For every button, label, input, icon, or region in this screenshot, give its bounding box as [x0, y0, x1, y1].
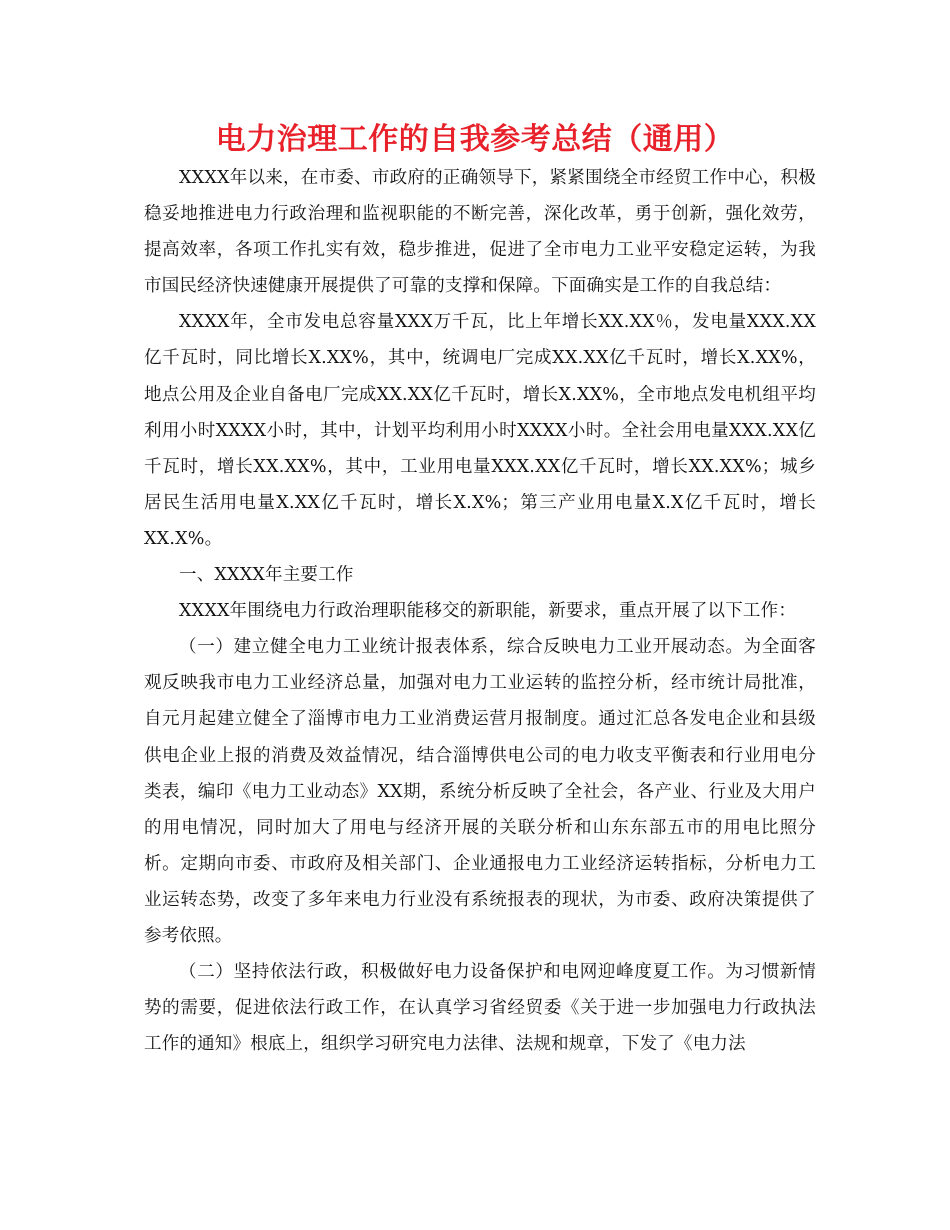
document-title: 电力治理工作的自我参考总结（通用） [215, 122, 735, 157]
section-heading: 一、XXXX年主要工作 [179, 565, 354, 586]
section-intro-paragraph: XXXX年围绕电力行政治理职能移交的新职能，新要求，重点开展了以下工作： [179, 601, 797, 622]
statistics-paragraph: XXXX年，全市发电总容量XXX万千瓦，比上年增长XX.XX％，发电量XXX.XX亿千瓦时，同比增长X.XX%，其中，统调电厂完成XX.XX亿千瓦时，增长X.XX%，地点公用及企业自备电厂完成XX.XX亿千瓦时，增长X.XX%，全市地点发电机组平均利用小时XXXX小时，其中，计划平均利用小时XXXX小时。全社会用电量XXX.XX亿千瓦时，增长XX.XX%，其中，工业用电量XXX.XX亿千瓦时，增长XX.XX%；城乡居民生活用电量X.XX亿千瓦时，增长X.X%；第三产业用电量X.X亿千瓦时，增长XX.X%。 [144, 312, 816, 549]
item-one-paragraph: （一）建立健全电力工业统计报表体系，综合反映电力工业开展动态。为全面客观反映我市电力工业经济总量，加强对电力工业运转的监控分析，经市统计局批准，自元月起建立健全了淄博市电力工业消费运营月报制度。通过汇总各发电企业和县级供电企业上报的消费及效益情况，结合淄博供电公司的电力收支平衡表和行业用电分类表，编印《电力工业动态》XX期，系统分析反映了全社会，各产业、行业及大用户的用电情况，同时加大了用电与经济开展的关联分析和山东东部五市的用电比照分析。定期向市委、市政府及相关部门、企业通报电力工业经济运转指标，分析电力工业运转态势，改变了多年来电力行业没有系统报表的现状，为市委、政府决策提供了参考依照。 [144, 637, 816, 946]
item-two-paragraph: （二）坚持依法行政，积极做好电力设备保护和电网迎峰度夏工作。为习惯新情势的需要，促进依法行政工作，在认真学习省经贸委《关于进一步加强电力行政执法工作的通知》根底上，组织学习研究电力法律、法规和规章，下发了《电力法 [144, 962, 816, 1055]
document-body [144, 160, 816, 1062]
intro-paragraph: XXXX年以来，在市委、市政府的正确领导下，紧紧围绕全市经贸工作中心，积极稳妥地推进电力行政治理和监视职能的不断完善，深化改革，勇于创新，强化效劳，提高效率，各项工作扎实有效，稳步推进，促进了全市电力工业平安稳定运转，为我市国民经济快速健康开展提供了可靠的支撑和保障。下面确实是工作的自我总结： [144, 168, 816, 297]
